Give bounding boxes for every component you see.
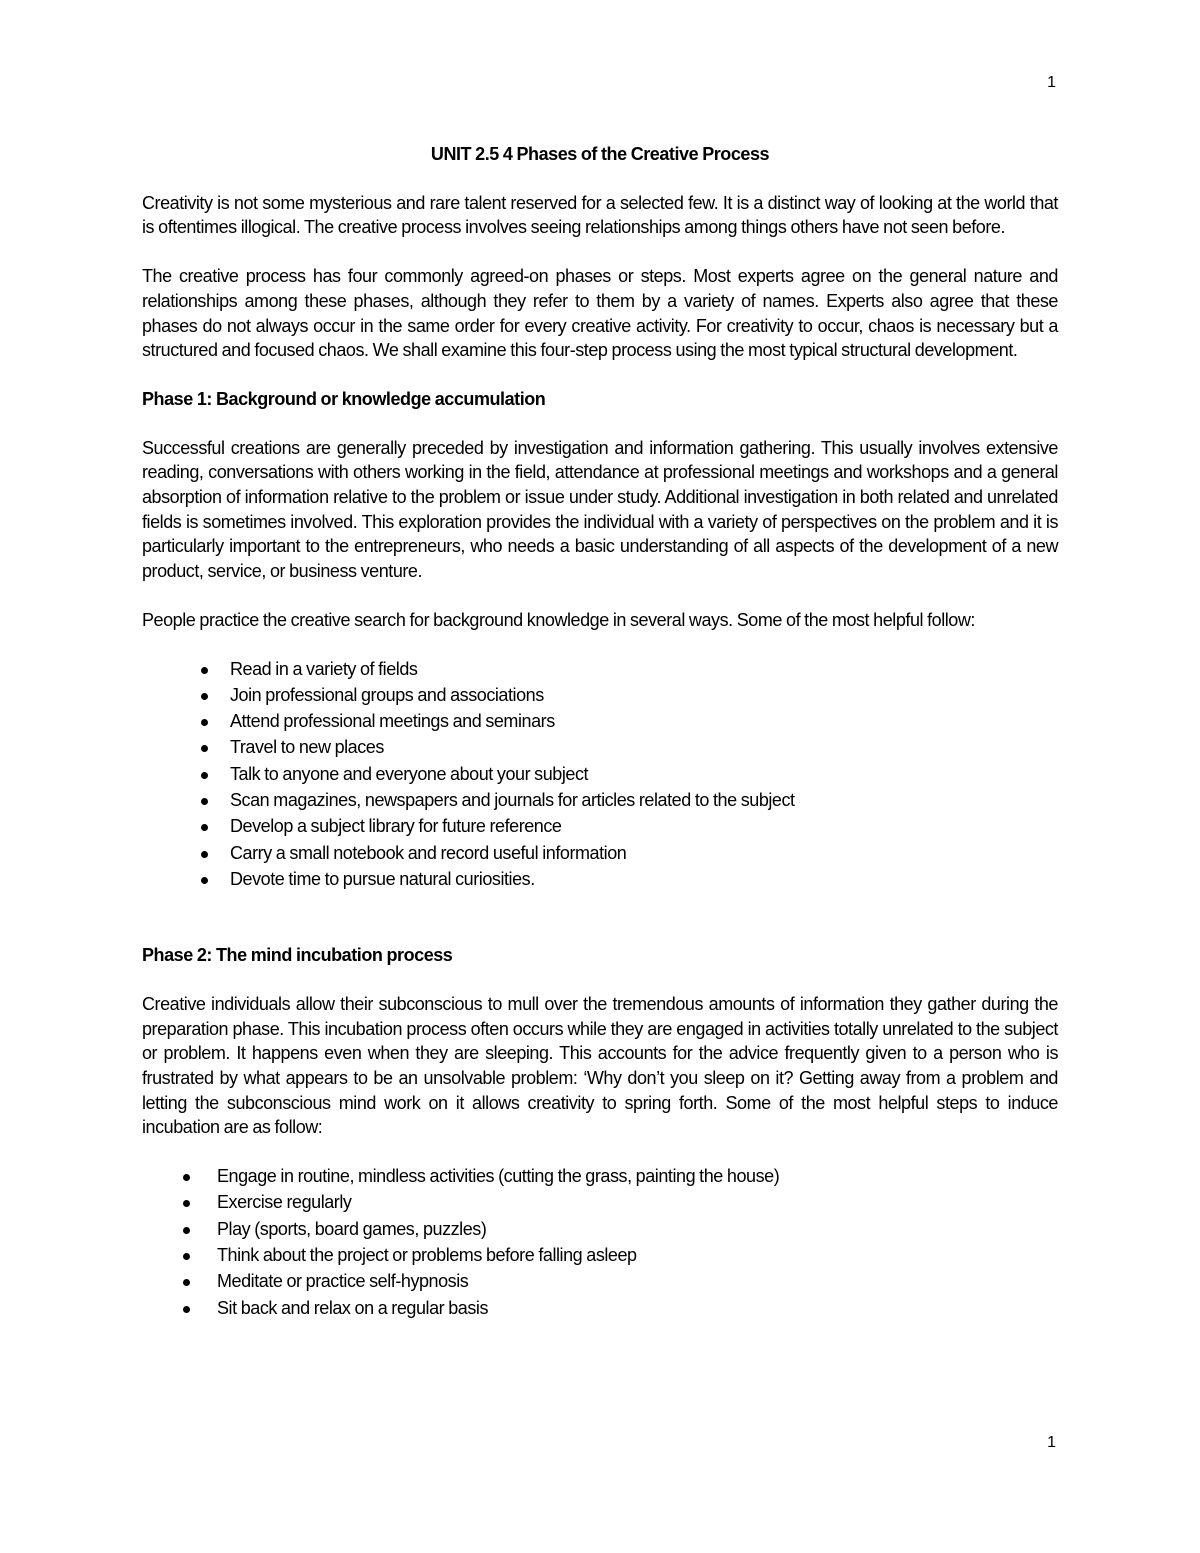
- phase-1-paragraph-1: Successful creations are generally preceded by investigation and information gathering. This usually involves extensive reading, conversations with others working in the field, attendance at professional meetings and workshops and a general absorption of information relative to the problem or issue under study. Additional investigation in both related and unrelated fields is sometimes involved. This exploration provides the individual with a variety of perspectives on the problem and it is particularly important to the entrepreneurs, who needs a basic understanding of all aspects of the development of a new product, service, or business venture.: [142, 437, 1058, 582]
- bullet-icon: [201, 745, 208, 752]
- phase-2-bullet-list: [142, 1164, 1058, 1322]
- list-item: Exercise regularly: [142, 1190, 1058, 1216]
- list-item: Travel to new places: [142, 735, 1058, 761]
- list-item: Sit back and relax on a regular basis: [142, 1296, 1058, 1322]
- list-item: Talk to anyone and everyone about your subject: [142, 762, 1058, 788]
- phase-1-bullet-list: [142, 657, 1058, 894]
- list-item: Think about the project or problems before falling asleep: [142, 1243, 1058, 1269]
- list-item: Join professional groups and associations: [142, 683, 1058, 709]
- bullet-icon: [201, 772, 208, 779]
- bullet-icon: [183, 1279, 190, 1286]
- phase-2-heading: Phase 2: The mind incubation process: [142, 945, 453, 966]
- phase-1-heading: Phase 1: Background or knowledge accumulation: [142, 388, 546, 409]
- list-item: Develop a subject library for future reference: [142, 814, 1058, 840]
- bullet-icon: [201, 877, 208, 884]
- list-item: Read in a variety of fields: [142, 657, 1058, 683]
- bullet-icon: [183, 1174, 190, 1181]
- intro-paragraph-1: Creativity is not some mysterious and rare talent reserved for a selected few. It is a distinct way of looking at the world that is oftentimes illogical. The creative process involves seeing relationships among things others have not seen before.: [142, 192, 1058, 238]
- bullet-icon: [201, 693, 208, 700]
- bullet-icon: [183, 1253, 190, 1260]
- bullet-icon: [183, 1200, 190, 1207]
- bullet-icon: [201, 719, 208, 726]
- document-body: [142, 142, 1058, 1322]
- list-item: Meditate or practice self-hypnosis: [142, 1269, 1058, 1295]
- page-number-top: 1: [1047, 74, 1056, 91]
- bullet-icon: [201, 851, 208, 858]
- bullet-icon: [183, 1227, 190, 1234]
- list-item: Attend professional meetings and seminars: [142, 709, 1058, 735]
- list-item: Scan magazines, newspapers and journals for articles related to the subject: [142, 788, 1058, 814]
- page-number-bottom: 1: [1047, 1434, 1056, 1451]
- bullet-icon: [201, 667, 208, 674]
- list-item: Engage in routine, mindless activities (cutting the grass, painting the house): [142, 1164, 1058, 1190]
- document-title: UNIT 2.5 4 Phases of the Creative Process: [430, 144, 770, 164]
- list-item: Devote time to pursue natural curiosities.: [142, 867, 1058, 893]
- list-item: Carry a small notebook and record useful information: [142, 841, 1058, 867]
- phase-2-paragraph-1: Creative individuals allow their subconscious to mull over the tremendous amounts of information they gather during the preparation phase. This incubation process often occurs while they are engaged in activities totally unrelated to the subject or problem. It happens even when they are sleeping. This accounts for the advice frequently given to a person who is frustrated by what appears to be an unsolvable problem: ‘Why don’t you sleep on it? Getting away from a problem and letting the subconscious mind work on it allows creativity to spring forth. Some of the most helpful steps to induce incubation are as follow:: [142, 993, 1058, 1138]
- phase-1-paragraph-2: People practice the creative search for background knowledge in several ways. Some of the most helpful follow:: [142, 609, 975, 630]
- bullet-icon: [201, 798, 208, 805]
- list-item: Play (sports, board games, puzzles): [142, 1217, 1058, 1243]
- bullet-icon: [201, 824, 208, 831]
- bullet-icon: [183, 1306, 190, 1313]
- intro-paragraph-2: The creative process has four commonly agreed-on phases or steps. Most experts agree on the general nature and relationships among these phases, although they refer to them by a variety of names. Experts also agree that these phases do not always occur in the same order for every creative activity. For creativity to occur, chaos is necessary but a structured and focused chaos. We shall examine this four-step process using the most typical structural development.: [142, 266, 1058, 361]
